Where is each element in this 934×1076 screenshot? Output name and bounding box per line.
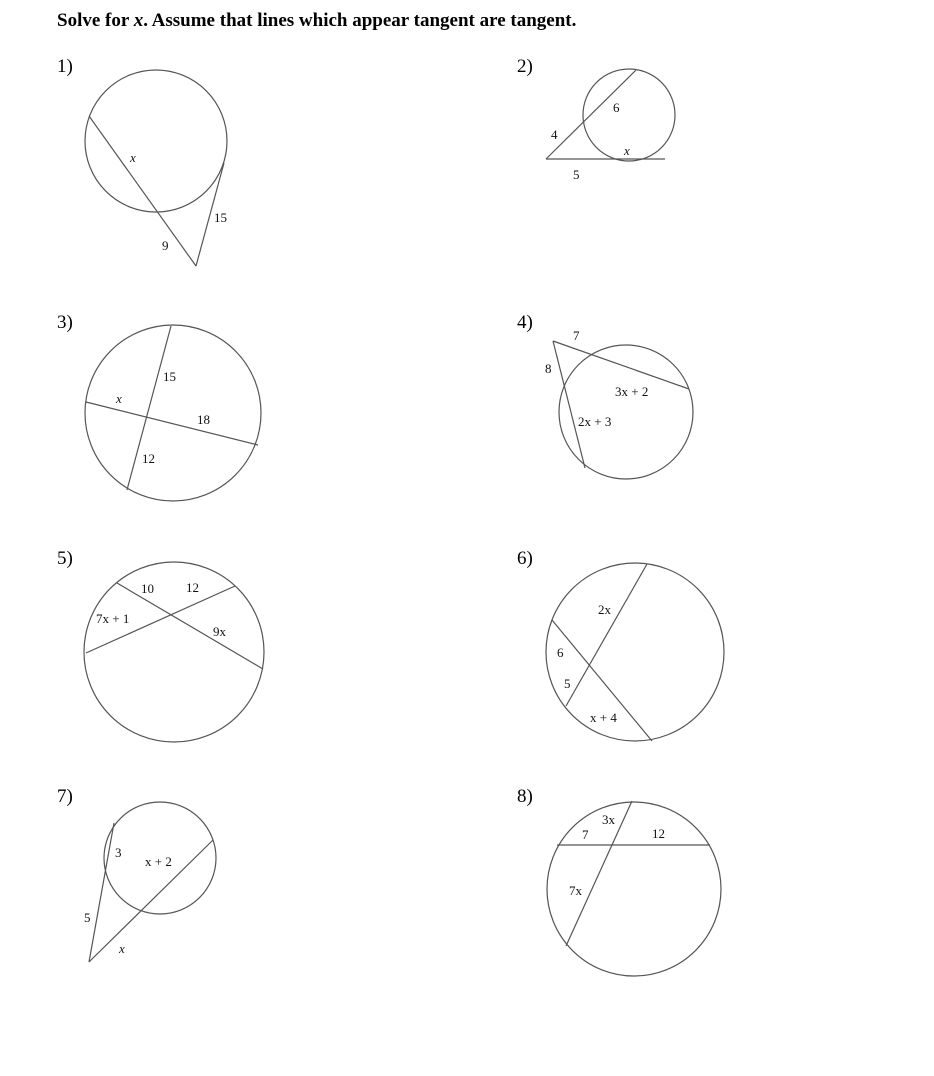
problem-4-label-2x-plus-3: 2x + 3 [578,414,612,429]
problem-4-number: 4) [517,312,533,333]
problem-3-number: 3) [57,312,73,333]
problem-2-label-x: x [624,143,630,158]
problem-7-label-5: 5 [84,910,91,925]
problem-2-figure [546,69,675,182]
problem-4-figure [545,328,693,479]
problem-5-label-9x: 9x [213,624,226,639]
problem-3-label-12: 12 [142,451,155,466]
problem-7-label-x-plus-2: x + 2 [145,854,172,869]
problem-5-chord-1 [117,583,263,669]
problem-2-label-5: 5 [573,167,580,182]
problem-8-label-12: 12 [652,826,665,841]
problem-2-number: 2) [517,56,533,77]
problem-4-secant-2 [553,341,585,468]
problem-6-figure [546,563,724,741]
problem-5-figure [84,562,264,742]
worksheet-instructions: Solve for x. Assume that lines which appear tangent are tangent. [57,10,577,31]
problem-1-number: 1) [57,56,73,77]
problem-8-label-7: 7 [582,827,589,842]
problem-7-label-x: x [119,941,125,956]
problem-3-circle [85,325,261,501]
problem-8-secant [566,801,632,946]
problem-3-figure [85,325,261,501]
problem-8-label-7x: 7x [569,883,582,898]
problem-8-label-3x: 3x [602,812,615,827]
problem-1-label-15: 15 [214,210,227,225]
problem-5-number: 5) [57,548,73,569]
problem-7-number: 7) [57,786,73,807]
problem-5-circle [84,562,264,742]
problem-4-secant-1 [553,341,689,389]
problem-4-label-7: 7 [573,328,580,343]
problem-6-label-2x: 2x [598,602,611,617]
problem-2-label-4: 4 [551,127,558,142]
problem-2-label-6: 6 [613,100,620,115]
problem-3-label-15: 15 [163,369,176,384]
problem-3-label-18: 18 [197,412,210,427]
problem-4-label-3x-plus-2: 3x + 2 [615,384,649,399]
problem-3-label-x: x [116,391,122,406]
problem-6-label-5: 5 [564,676,571,691]
problem-3-chord-2 [86,402,258,445]
problem-6-label-x-plus-4: x + 4 [590,710,617,725]
problem-6-circle [546,563,724,741]
problem-1-label-x: x [130,150,136,165]
problem-1-label-9: 9 [162,238,169,253]
problem-7-label-3: 3 [115,845,122,860]
problem-2-secant-upper [546,70,636,159]
problem-1-figure [85,70,227,266]
problem-6-number: 6) [517,548,533,569]
problem-8-figure [547,801,721,976]
problem-7-figure [84,802,216,962]
problem-4-label-8: 8 [545,361,552,376]
problem-6-chord-1 [566,564,647,706]
problem-5-label-10: 10 [141,581,154,596]
problem-8-number: 8) [517,786,533,807]
problem-5-label-7x-plus-1: 7x + 1 [96,611,130,626]
problem-5-label-12: 12 [186,580,199,595]
problem-4-circle [559,345,693,479]
problem-6-label-6: 6 [557,645,564,660]
